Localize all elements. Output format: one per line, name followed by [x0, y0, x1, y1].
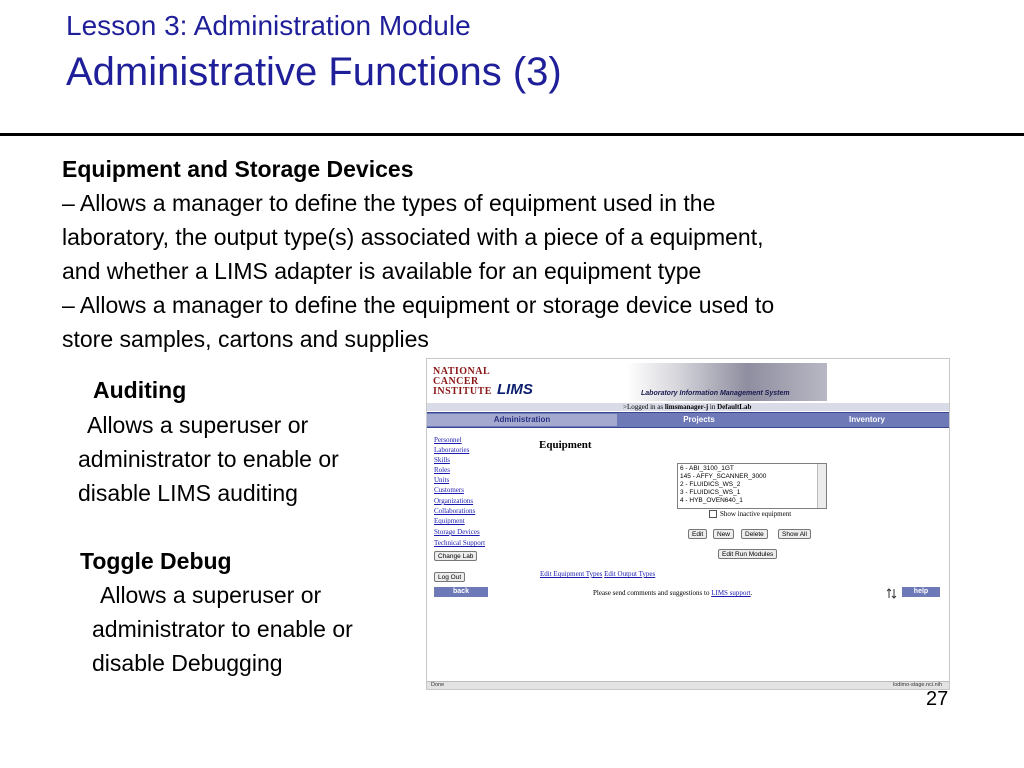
lims-support-link[interactable]: LIMS support — [711, 589, 751, 597]
log-out-button[interactable]: Log Out — [434, 572, 465, 582]
equipment-line: laboratory, the output type(s) associated with a piece of a equipment, — [62, 224, 764, 250]
equipment-option[interactable]: 145 - AFFY_SCANNER_3000 — [680, 473, 767, 480]
status-right: lodimo-stage.nci.nih — [893, 682, 942, 688]
equipment-line: – Allows a manager to define the equipment or storage device used to — [62, 292, 775, 318]
scroll-updown-icon[interactable] — [887, 586, 897, 597]
logged-in-status: >Logged in as limsmanager-j in DefaultLab — [623, 403, 752, 411]
show-inactive-row — [709, 510, 791, 518]
tab-bar — [427, 412, 949, 428]
lims-screenshot — [426, 358, 950, 690]
equipment-type-links — [540, 570, 655, 578]
toggle-debug-line: disable Debugging — [92, 650, 283, 676]
auditing-line: disable LIMS auditing — [78, 480, 298, 506]
title-divider — [0, 133, 1024, 136]
slide-title: Administrative Functions (3) — [66, 50, 562, 94]
nav-technical-support[interactable]: Technical Support — [434, 539, 486, 547]
nav-laboratories[interactable]: Laboratories — [434, 446, 470, 454]
slide-subtitle: Lesson 3: Administration Module — [66, 10, 471, 41]
logged-in-user: limsmanager-j — [664, 403, 709, 411]
equipment-option[interactable]: 6 - ABI_3100_1GT — [680, 465, 734, 472]
nav-collaborations[interactable]: Collaborations — [434, 507, 476, 515]
nav-organizations[interactable]: Organizations — [434, 497, 474, 505]
delete-button[interactable]: Delete — [741, 529, 768, 539]
back-button[interactable]: back — [434, 587, 488, 597]
listbox-scrollbar[interactable] — [817, 464, 826, 508]
tab-administration[interactable]: Administration — [427, 414, 617, 426]
equipment-line: store samples, cartons and supplies — [62, 326, 429, 352]
help-button[interactable]: help — [902, 587, 940, 597]
browser-status-bar — [427, 681, 949, 690]
equipment-listbox[interactable] — [677, 463, 827, 509]
nav-units[interactable]: Units — [434, 476, 450, 484]
banner-heading: Laboratory Information Management System — [641, 390, 790, 397]
edit-output-types-link[interactable]: Edit Output Types — [604, 570, 656, 578]
auditing-heading: Auditing — [93, 377, 187, 403]
edit-button[interactable]: Edit — [688, 529, 707, 539]
equipment-section — [62, 152, 962, 356]
nav-equipment[interactable]: Equipment — [434, 517, 465, 525]
change-lab-button[interactable]: Change Lab — [434, 551, 477, 561]
auditing-line: administrator to enable or — [78, 446, 339, 472]
nav-storage-devices[interactable]: Storage Devices — [434, 528, 480, 536]
new-button[interactable]: New — [713, 529, 734, 539]
support-message: Please send comments and suggestions to LIMS support. — [593, 589, 753, 597]
equipment-line: – Allows a manager to define the types of equipment used in the — [62, 190, 716, 216]
logged-in-lab: DefaultLab — [717, 403, 752, 411]
toggle-debug-line: Allows a superuser or — [100, 582, 322, 608]
show-all-button[interactable]: Show All — [778, 529, 811, 539]
auditing-line: Allows a superuser or — [87, 412, 309, 438]
equipment-option[interactable]: 2 - FLUIDICS_WS_2 — [680, 481, 741, 488]
status-left: Done — [431, 682, 445, 688]
page-number: 27 — [926, 688, 949, 710]
nav-roles[interactable]: Roles — [434, 466, 450, 474]
tab-inventory[interactable]: Inventory — [848, 415, 885, 424]
nci-logo: NATIONAL CANCER INSTITUTE — [433, 366, 492, 397]
toggle-debug-heading: Toggle Debug — [80, 548, 232, 574]
tab-projects[interactable]: Projects — [683, 415, 715, 424]
toggle-debug-line: administrator to enable or — [92, 616, 353, 642]
edit-run-modules-button[interactable]: Edit Run Modules — [718, 549, 777, 559]
lims-logo: LIMS — [497, 381, 533, 398]
app-banner — [427, 359, 949, 403]
equipment-option[interactable]: 3 - FLUIDICS_WS_1 — [680, 489, 741, 496]
nav-skills[interactable]: Skills — [434, 456, 450, 464]
show-inactive-label: Show inactive equipment — [720, 510, 792, 518]
edit-equipment-types-link[interactable]: Edit Equipment Types — [540, 570, 603, 578]
equipment-title: Equipment — [539, 439, 592, 451]
nav-personnel[interactable]: Personnel — [434, 436, 462, 444]
equipment-heading: Equipment and Storage Devices — [62, 156, 414, 182]
nav-customers[interactable]: Customers — [434, 486, 464, 494]
equipment-option[interactable]: 4 - HYB_OVEN640_1 — [680, 497, 743, 504]
equipment-line: and whether a LIMS adapter is available for an equipment type — [62, 258, 702, 284]
show-inactive-checkbox[interactable] — [709, 510, 717, 518]
